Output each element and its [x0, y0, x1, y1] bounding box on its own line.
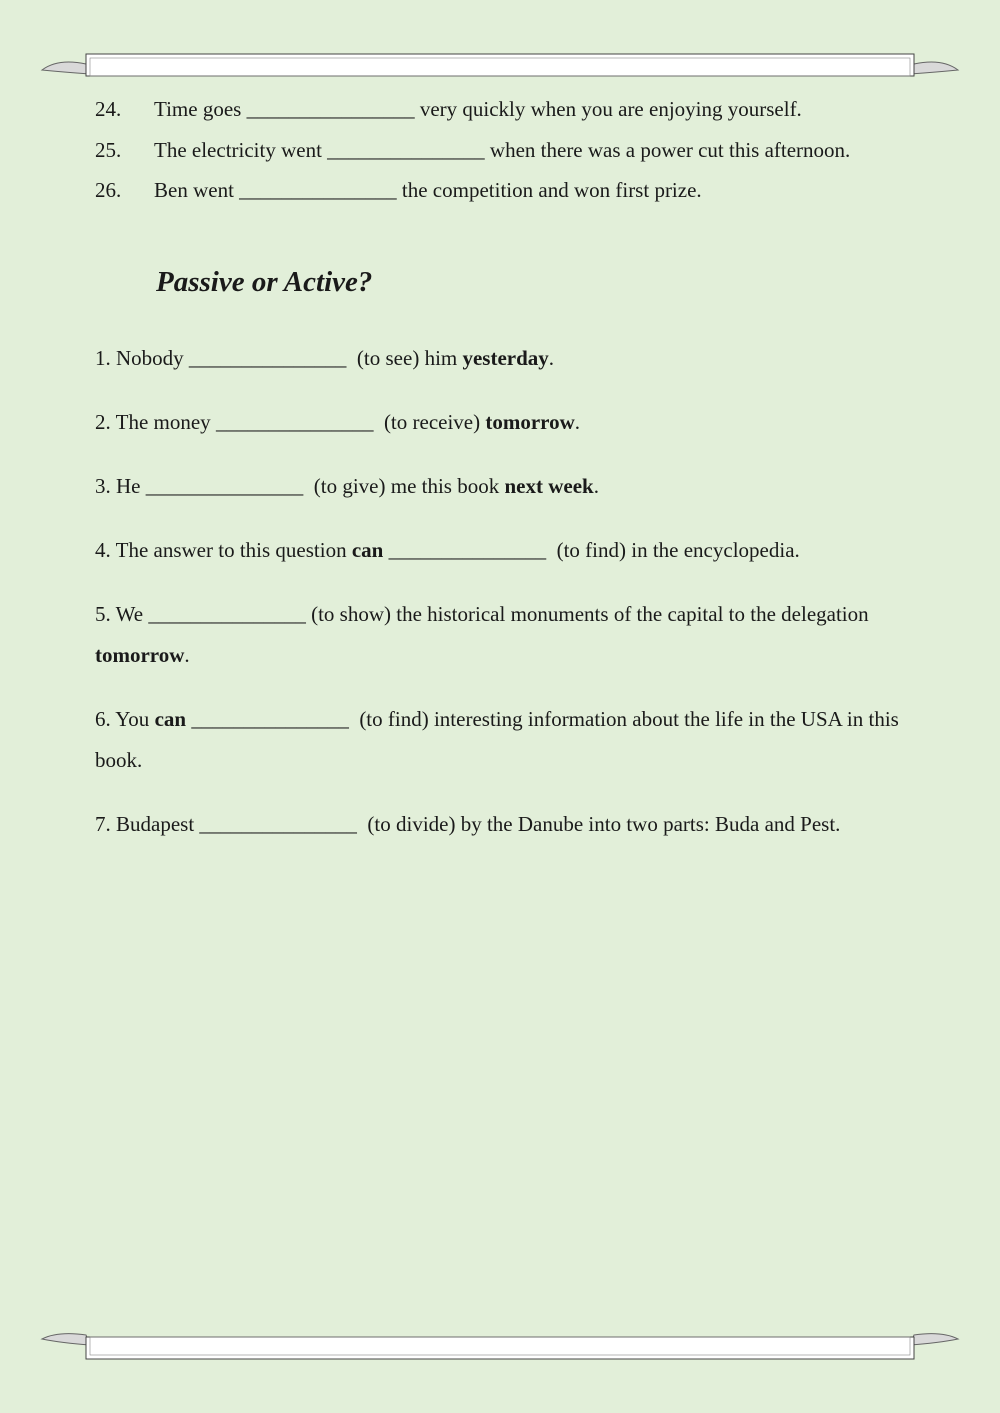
verb-hint: (to receive) [383, 410, 481, 434]
answer-blank[interactable]: _______________ [188, 346, 347, 370]
verb-hint: (to give) [313, 474, 386, 498]
sentence-text: The electricity went _______________ when there was a power cut this afternoon. [154, 137, 851, 162]
exercise-1: 1. Nobody _______________ (to see) him yesterday. [95, 346, 555, 370]
answer-blank[interactable]: _______________ [327, 137, 485, 162]
passive-active-exercises [95, 338, 935, 868]
answer-blank[interactable]: _______________ [191, 707, 349, 731]
sentence-26 [95, 173, 955, 214]
exercise-4: 4. The answer to this question can _______________ (to find) in the encyclopedia. [95, 538, 800, 562]
answer-blank[interactable]: _______________ [199, 812, 357, 836]
answer-blank[interactable]: _______________ [239, 178, 397, 202]
verb-hint: (to show) [311, 602, 392, 626]
exercise-5: 5. We _______________ (to show) the historical monuments of the capital to the delegation tomorrow. [95, 602, 869, 667]
verb-hint: (to see) [356, 346, 420, 370]
sentence-number: 24. [95, 97, 122, 121]
verb-hint: (to find) [556, 538, 626, 562]
sentence-25 [95, 133, 955, 174]
answer-blank[interactable]: _______________ [215, 410, 374, 434]
verb-hint: (to find) [359, 707, 429, 731]
sentence-24 [95, 92, 955, 133]
top-scroll-banner [38, 50, 962, 90]
sentence-text: Ben went _______________ the competition and won first prize. [154, 178, 702, 202]
sentence-text: Time goes ________________ very quickly when you are enjoying yourself. [154, 97, 802, 121]
answer-blank[interactable]: ________________ [246, 97, 415, 121]
bottom-scroll-banner [38, 1329, 962, 1369]
numbered-sentences [95, 92, 955, 214]
exercise-7: 7. Budapest _______________ (to divide) by the Danube into two parts: Buda and Pest. [95, 812, 841, 836]
sentence-number: 25. [95, 137, 122, 162]
section-title: Passive or Active? [156, 266, 373, 298]
exercise-2: 2. The money _______________ (to receive) tomorrow. [95, 410, 581, 434]
exercise-3: 3. He _______________ (to give) me this book next week. [95, 474, 599, 498]
answer-blank[interactable]: _______________ [145, 474, 304, 498]
answer-blank[interactable]: _______________ [388, 538, 547, 562]
verb-hint: (to divide) [367, 812, 456, 836]
sentence-number: 26. [95, 178, 122, 202]
exercise-6: 6. You can _______________ (to find) interesting information about the life in the USA in this book. [95, 707, 899, 772]
answer-blank[interactable]: _______________ [148, 602, 306, 626]
